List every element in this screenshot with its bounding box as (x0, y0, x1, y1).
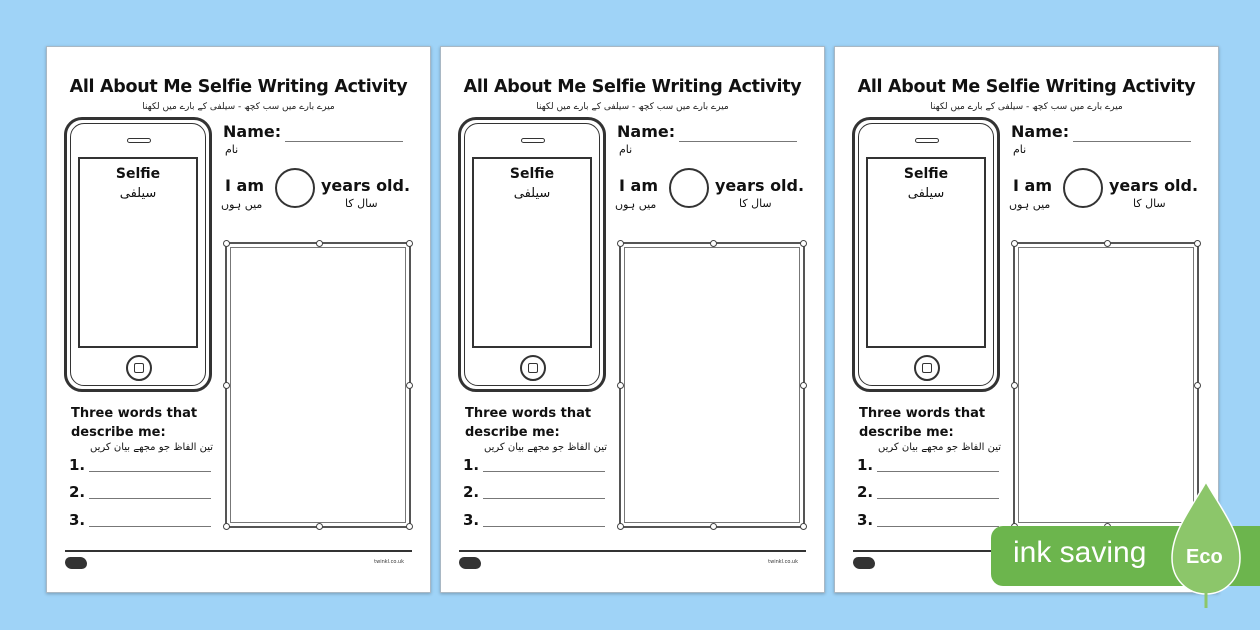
word-writing-line-1 (877, 471, 999, 472)
frame-edge-knob (617, 382, 624, 389)
frame-corner-knob (617, 240, 624, 247)
word-number-1: 1. (857, 456, 874, 474)
years-old-label: years old. (1109, 176, 1199, 195)
word-writing-line-3 (877, 526, 999, 527)
worksheet-title-urdu: میرے بارے میں سب کچھ - سیلفی کے بارے میں لکھنا (142, 102, 335, 112)
age-circle (275, 168, 315, 208)
twinkl-logo-icon (65, 557, 87, 569)
name-writing-line (679, 141, 797, 142)
worksheet-title: All About Me Selfie Writing Activity (857, 77, 1196, 97)
name-label-urdu: نام (1013, 143, 1027, 156)
name-label: Name: (223, 122, 282, 141)
phone-speaker (127, 138, 151, 143)
phone-home-button-icon (520, 355, 546, 381)
three-words-label-urdu: تین الفاظ جو مجھے بیان کریں (90, 442, 213, 453)
frame-edge-knob (223, 382, 230, 389)
three-words-label: Three words that describe me: (465, 406, 592, 440)
name-label: Name: (1011, 122, 1070, 141)
three-words-label-urdu: تین الفاظ جو مجھے بیان کریں (484, 442, 607, 453)
footer-url: twinkl.co.uk (768, 559, 798, 565)
selfie-label-urdu: سیلفی (119, 186, 157, 201)
years-old-label: years old. (715, 176, 805, 195)
years-old-label: years old. (321, 176, 411, 195)
years-old-label-urdu: سال کا (739, 197, 772, 210)
years-old-label-urdu: سال کا (1133, 197, 1166, 210)
worksheet-title: All About Me Selfie Writing Activity (463, 77, 802, 97)
word-writing-line-2 (89, 498, 211, 499)
footer-divider (65, 550, 412, 552)
frame-corner-knob (406, 240, 413, 247)
selfie-box (78, 157, 198, 348)
name-writing-line (285, 141, 403, 142)
frame-edge-knob (1011, 382, 1018, 389)
footer-divider (459, 550, 806, 552)
i-am-label-urdu: میں ہوں (221, 198, 263, 211)
writing-frame (225, 242, 411, 528)
three-words-label: Three words that describe me: (859, 406, 986, 440)
frame-edge-knob (710, 240, 717, 247)
word-writing-line-2 (877, 498, 999, 499)
word-number-3: 3. (69, 511, 86, 529)
selfie-label-urdu: سیلفی (907, 186, 945, 201)
worksheet-title: All About Me Selfie Writing Activity (69, 77, 408, 97)
phone-illustration (64, 117, 212, 392)
frame-corner-knob (1194, 240, 1201, 247)
name-label-urdu: نام (619, 143, 633, 156)
frame-edge-knob (316, 523, 323, 530)
word-number-2: 2. (69, 483, 86, 501)
worksheet-page[interactable] (440, 46, 825, 593)
writing-frame (619, 242, 805, 528)
name-writing-line (1073, 141, 1191, 142)
years-old-label-urdu: سال کا (345, 197, 378, 210)
i-am-label: I am (619, 176, 658, 195)
selfie-box (866, 157, 986, 348)
frame-corner-knob (406, 523, 413, 530)
frame-edge-knob (1104, 240, 1111, 247)
word-number-3: 3. (857, 511, 874, 529)
selfie-box (472, 157, 592, 348)
word-number-2: 2. (857, 483, 874, 501)
frame-corner-knob (223, 240, 230, 247)
frame-corner-knob (800, 240, 807, 247)
phone-home-button-icon (126, 355, 152, 381)
age-circle (669, 168, 709, 208)
eco-leaf-icon (1170, 480, 1242, 610)
word-number-2: 2. (463, 483, 480, 501)
word-writing-line-1 (89, 471, 211, 472)
phone-home-button-icon (914, 355, 940, 381)
selfie-label: Selfie (903, 166, 949, 182)
name-label-urdu: نام (225, 143, 239, 156)
word-writing-line-3 (483, 526, 605, 527)
frame-edge-knob (1194, 382, 1201, 389)
word-number-1: 1. (463, 456, 480, 474)
ink-saving-label: ink saving (1013, 536, 1147, 569)
i-am-label-urdu: میں ہوں (615, 198, 657, 211)
frame-corner-knob (800, 523, 807, 530)
selfie-label: Selfie (115, 166, 161, 182)
phone-illustration (852, 117, 1000, 392)
phone-speaker (521, 138, 545, 143)
twinkl-logo-icon (459, 557, 481, 569)
eco-label: Eco (1186, 546, 1223, 568)
word-number-3: 3. (463, 511, 480, 529)
three-words-label-urdu: تین الفاظ جو مجھے بیان کریں (878, 442, 1001, 453)
word-writing-line-1 (483, 471, 605, 472)
frame-edge-knob (800, 382, 807, 389)
twinkl-logo-icon (853, 557, 875, 569)
selfie-label: Selfie (509, 166, 555, 182)
word-writing-line-3 (89, 526, 211, 527)
i-am-label: I am (1013, 176, 1052, 195)
selfie-label-urdu: سیلفی (513, 186, 551, 201)
worksheet-page[interactable] (834, 46, 1219, 593)
frame-corner-knob (223, 523, 230, 530)
age-circle (1063, 168, 1103, 208)
phone-speaker (915, 138, 939, 143)
i-am-label: I am (225, 176, 264, 195)
three-words-label: Three words that describe me: (71, 406, 198, 440)
phone-illustration (458, 117, 606, 392)
frame-corner-knob (617, 523, 624, 530)
frame-edge-knob (406, 382, 413, 389)
frame-corner-knob (1011, 240, 1018, 247)
i-am-label-urdu: میں ہوں (1009, 198, 1051, 211)
word-number-1: 1. (69, 456, 86, 474)
worksheet-title-urdu: میرے بارے میں سب کچھ - سیلفی کے بارے میں لکھنا (536, 102, 729, 112)
frame-edge-knob (316, 240, 323, 247)
word-writing-line-2 (483, 498, 605, 499)
frame-edge-knob (710, 523, 717, 530)
worksheet-page[interactable] (46, 46, 431, 593)
name-label: Name: (617, 122, 676, 141)
worksheet-title-urdu: میرے بارے میں سب کچھ - سیلفی کے بارے میں لکھنا (930, 102, 1123, 112)
footer-url: twinkl.co.uk (374, 559, 404, 565)
